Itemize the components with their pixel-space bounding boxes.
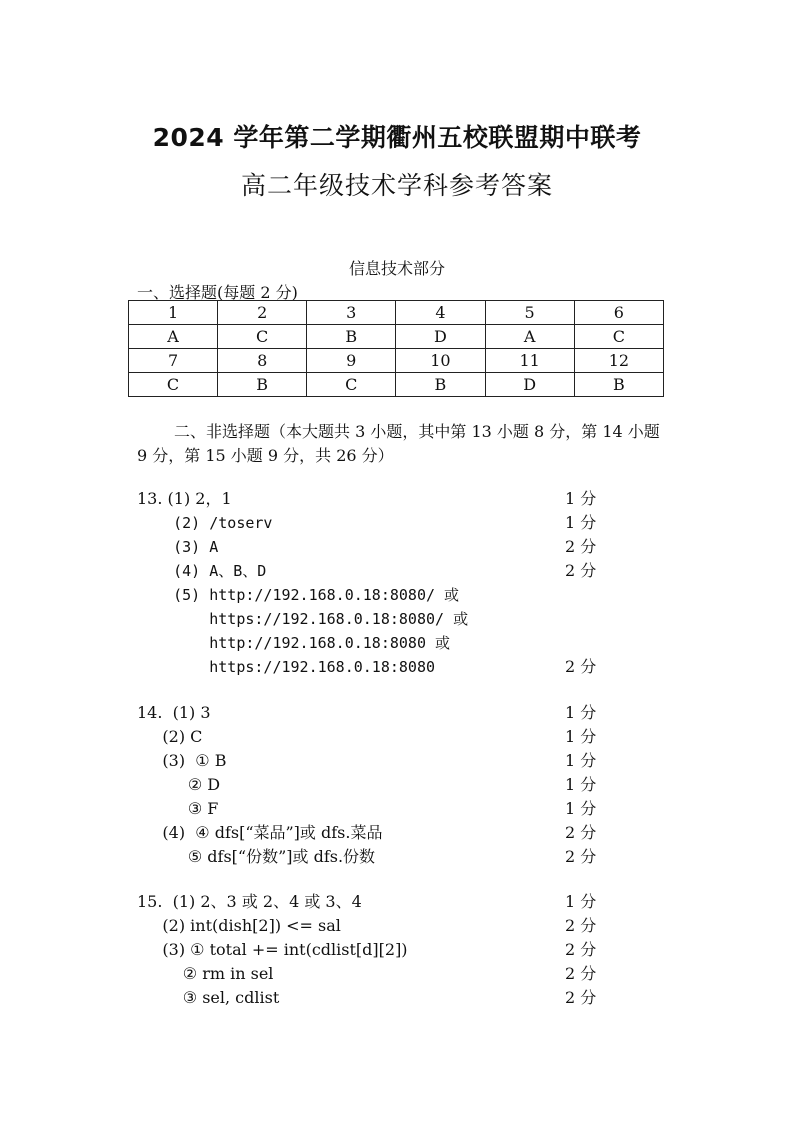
table-cell: 11 [485,349,574,373]
answer-line [137,607,657,631]
answer-line [137,773,657,797]
table-cell: 4 [396,301,485,325]
table-cell: C [307,373,396,397]
answer-score: 2 分 [565,964,597,983]
answer-score: 1 分 [565,751,597,770]
table-cell: 5 [485,301,574,325]
table-cell: B [307,325,396,349]
answer-line [137,962,657,986]
question-15 [137,890,657,1010]
table-cell: 8 [218,349,307,373]
page-subtitle: 高二年级技术学科参考答案 [240,171,553,200]
table-row [129,301,664,325]
answer-score: 2 分 [565,940,597,959]
table-row [129,373,664,397]
answer-score: 1 分 [565,775,597,794]
answer-score: 2 分 [565,847,597,866]
answer-line [137,535,657,559]
table-cell: 6 [574,301,663,325]
nonchoice-heading: 二、非选择题（本大题共 3 小题，其中第 13 小题 8 分，第 14 小题 9 分，第 15 小题 9 分，共 26 分） [137,422,660,465]
table-cell: 12 [574,349,663,373]
page-title: 2024 学年第二学期衢州五校联盟期中联考 [152,123,642,152]
answer-score: 2 分 [565,916,597,935]
table-cell: C [129,373,218,397]
answer-text: 15. (1) 2、3 或 2、4 或 3、4 [137,892,362,911]
table-cell: 10 [396,349,485,373]
answer-score: 2 分 [565,657,597,676]
answer-score: 1 分 [565,799,597,818]
answer-line [137,821,657,845]
answer-text: (4) A、B、D [137,562,267,580]
table-cell: 1 [129,301,218,325]
choice-heading: 一、选择题(每题 2 分) [137,283,298,302]
table-cell: A [129,325,218,349]
answer-text: (2) /toserv [137,514,273,532]
table-row [129,325,664,349]
answer-line [137,725,657,749]
answer-text: ② D [137,775,221,794]
answer-text: ② rm in sel [137,964,274,983]
answer-line [137,914,657,938]
table-cell: D [396,325,485,349]
answer-score: 1 分 [565,489,597,508]
answer-score: 1 分 [565,727,597,746]
answer-text: ③ F [137,799,219,818]
answer-text: (3) ① B [137,751,227,770]
answer-text: http://192.168.0.18:8080 或 [137,634,451,652]
answer-score: 2 分 [565,561,597,580]
answer-text: 13. (1) 2，1 [137,489,232,508]
question-14 [137,701,657,869]
table-cell: 2 [218,301,307,325]
answer-line [137,559,657,583]
answer-text: (2) int(dish[2]) <= sal [137,916,341,935]
table-cell: C [574,325,663,349]
answer-line [137,631,657,655]
answer-line [137,487,657,511]
answer-line [137,583,657,607]
answer-score: 2 分 [565,823,597,842]
answer-line [137,655,657,679]
section-title: 信息技术部分 [348,259,445,278]
answer-text: (2) C [137,727,203,746]
answer-text: ③ sel, cdlist [137,988,280,1007]
table-cell: C [218,325,307,349]
answer-table [128,300,664,397]
answer-line [137,797,657,821]
table-cell: 3 [307,301,396,325]
answer-score: 1 分 [565,513,597,532]
answer-text: 14. (1) 3 [137,703,211,722]
table-row [129,349,664,373]
table-cell: 7 [129,349,218,373]
answer-text: https://192.168.0.18:8080/ 或 [137,610,469,628]
answer-score: 1 分 [565,892,597,911]
answer-line [137,938,657,962]
answer-score: 2 分 [565,988,597,1007]
table-cell: A [485,325,574,349]
answer-text: (3) A [137,538,219,556]
answer-line [137,890,657,914]
answer-line [137,511,657,535]
answer-line [137,986,657,1010]
answer-line [137,749,657,773]
answer-text: (5) http://192.168.0.18:8080/ 或 [137,586,460,604]
answer-text: https://192.168.0.18:8080 [137,658,436,676]
table-cell: B [574,373,663,397]
answer-text: (3) ① total += int(cdlist[d][2]) [137,940,408,959]
table-cell: D [485,373,574,397]
answer-text: (4) ④ dfs[“菜品”]或 dfs.菜品 [137,823,383,842]
answer-line [137,701,657,725]
table-cell: B [218,373,307,397]
answer-score: 2 分 [565,537,597,556]
table-cell: 9 [307,349,396,373]
answer-text: ⑤ dfs[“份数”]或 dfs.份数 [137,847,376,866]
answer-score: 1 分 [565,703,597,722]
answer-line [137,845,657,869]
question-13 [137,487,657,679]
table-cell: B [396,373,485,397]
